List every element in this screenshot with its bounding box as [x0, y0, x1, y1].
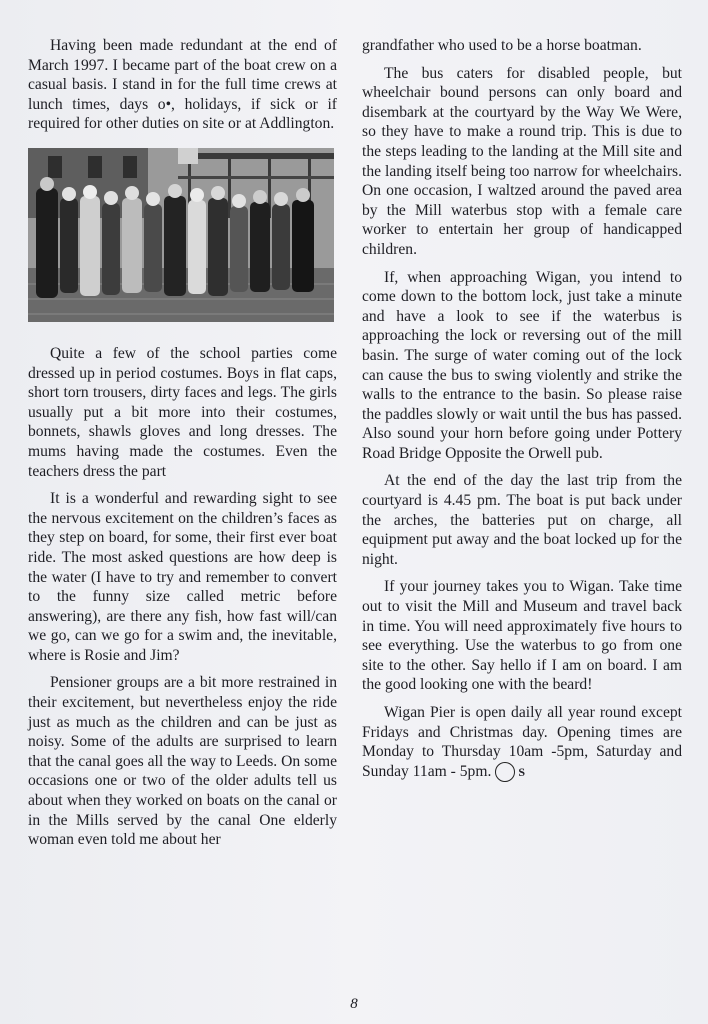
paragraph-end-of-day: At the end of the day the last trip from the courtyard is 4.45 pm. The boat is put back under the arches, the batteries put on charge, all equipment put away and the boat locked up for the night.: [362, 472, 682, 568]
paragraph-continued: grandfather who used to be a horse boatman.: [362, 37, 642, 54]
school-party-photo: [28, 148, 334, 322]
paragraph-opening-times: [362, 703, 682, 782]
paragraph-redundant: Having been made redundant at the end of March 1997. I became part of the boat crew on a casual basis. I stand in for the full time crews at lunch times, days o•, holidays, if sick or if required for other duties on site or at Addlington.: [28, 37, 337, 133]
society-logo-icon: S: [495, 762, 515, 782]
opening-times-text: Wigan Pier is open daily all year round except Fridays and Christmas day. Opening times are Monday to Thursday 10am -5pm, Saturday and Sunday 11am - 5pm.: [362, 704, 682, 780]
paragraph-visit-museum: If your journey takes you to Wigan. Take time out to visit the Mill and Museum and travel back in time. You will need approximately five hours to see everything. Use the waterbus to go from one site to the other. Say hello if I am on board. I am the good looking one with the beard!: [362, 578, 682, 694]
page-number: 8: [350, 996, 358, 1012]
right-column: [362, 36, 682, 790]
paragraph-pensioners: Pensioner groups are a bit more restrained in their excitement, but nevertheless enjoy the ride just as much as the children and can be just as noisy. Some of the adults are surprised to learn that the canal goes all the way to Leeds. On some occasions one or two of the older adults tell us about when they worked on boats on the canal or in the Mills served by the canal One elderly woman even told me about her: [28, 674, 337, 849]
paragraph-excitement: It is a wonderful and rewarding sight to see the nervous excitement on the children’s faces as they step on board, for some, their first ever boat ride. The most asked questions are how deep is the water (I have to try and remember to convert to the funny size called metric before answering), are there any fish, how fast will/can we go, can we go for a swim and, the inevitable, where is Rosie and Jim?: [28, 490, 337, 664]
photo-illustration: [28, 148, 334, 322]
left-column: [28, 36, 337, 858]
paragraph-approaching-wigan: If, when approaching Wigan, you intend to come down to the bottom lock, just take a minute and have a look to see if the waterbus is approaching the lock or reversing out of the mill basin. The surge of water coming out of the lock can cause the bus to swing violently and strike the walls to the entrance to the basin. So please raise the paddles slowly or wait until the bus has passed. Also sound your horn before going under Pottery Road Bridge Opposite the Orwell pub.: [362, 268, 682, 462]
paragraph-disabled-access: The bus caters for disabled people, but wheelchair bound persons can only board and disembark at the courtyard by the Way We Were, so they have to make a round trip. This is due to the steps leading to the landing at the Mill site and the landing itself being too narrow for wheelchairs. On one occasion, I waltzed around the paved area by the Mill waterbus stop with a female care worker to entertain her group of handicapped children.: [362, 64, 682, 258]
paragraph-costumes: Quite a few of the school parties come dressed up in period costumes. Boys in flat caps, short torn trousers, dirty faces and legs. The girls usually put a bit more into their costumes, bonnets, shawls gloves and long dresses. The mums having made the costumes. Even the teachers dress the part: [28, 344, 337, 480]
